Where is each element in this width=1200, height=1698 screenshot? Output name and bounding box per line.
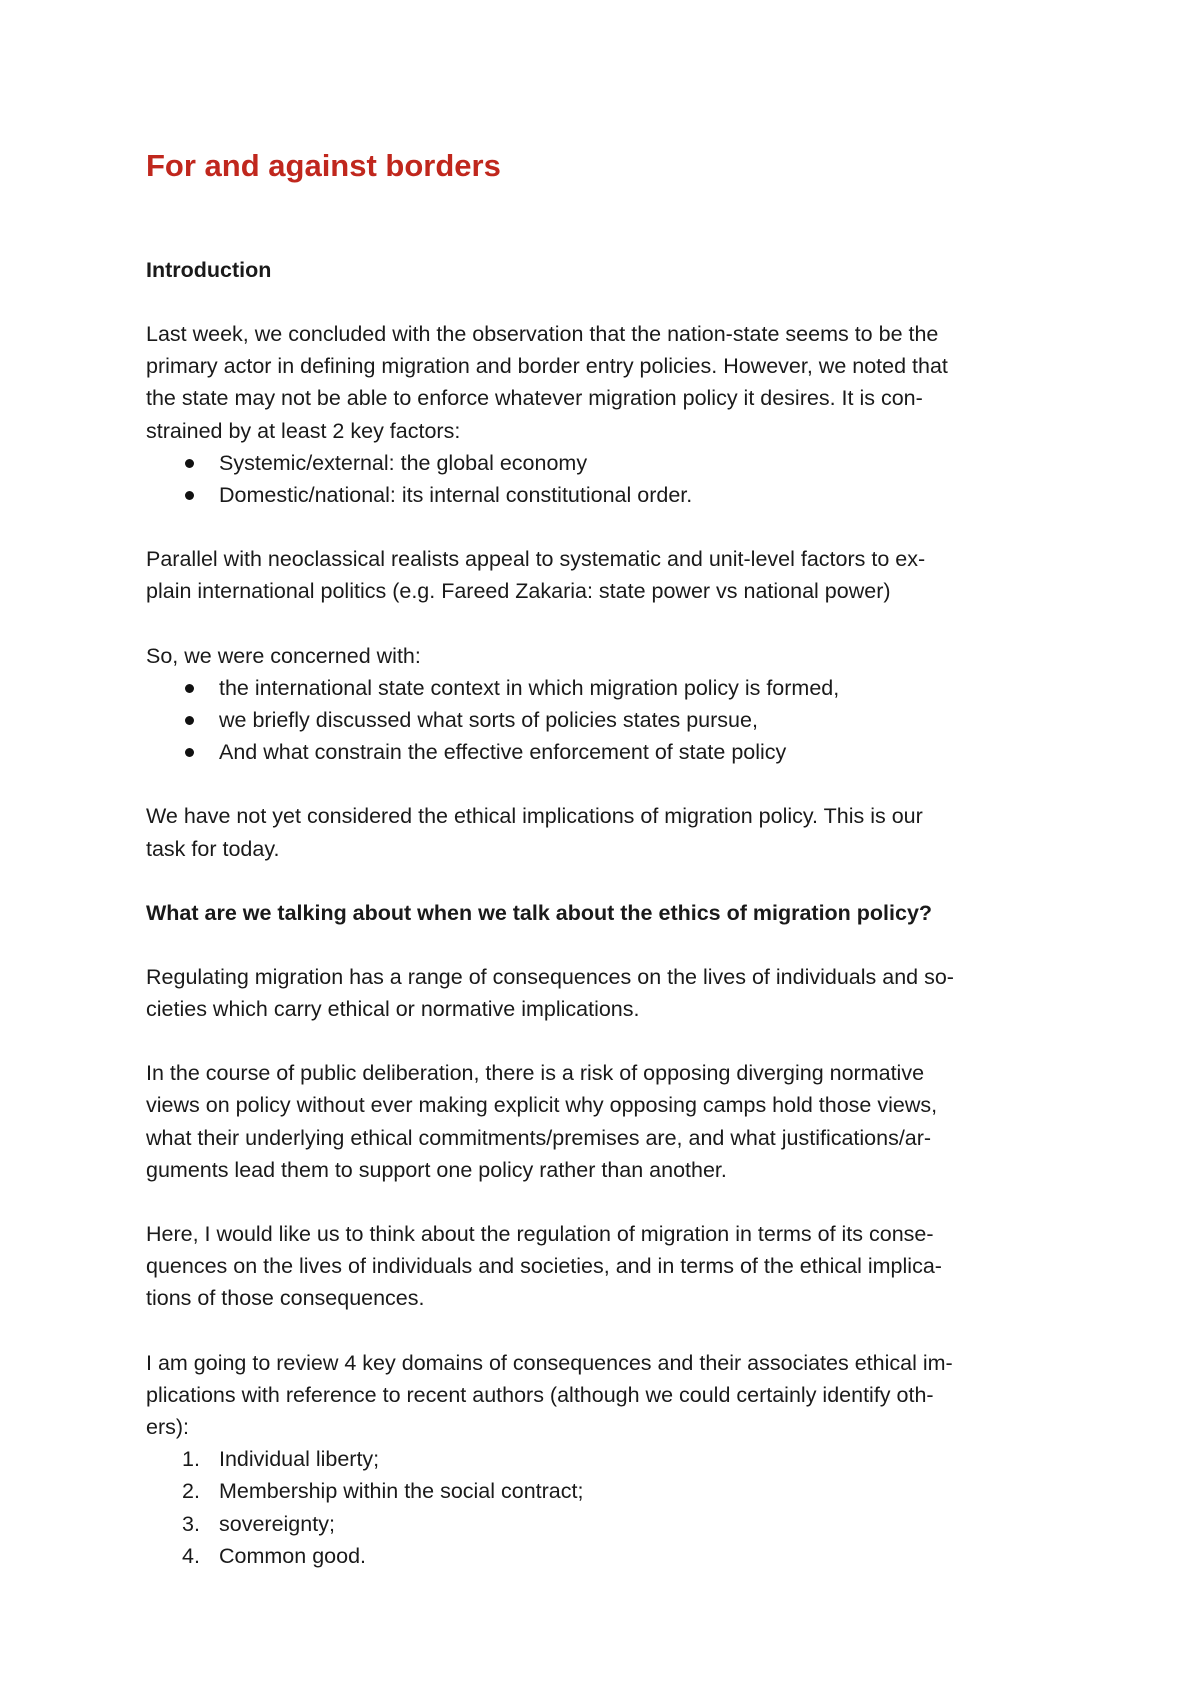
paragraph bbox=[146, 1057, 1066, 1186]
text-line: tions of those consequences. bbox=[146, 1286, 425, 1311]
paragraph bbox=[146, 1218, 1066, 1315]
bullet-list-factors bbox=[146, 447, 1066, 511]
text-line: In the course of public deliberation, there is a risk of opposing diverging normative bbox=[146, 1061, 925, 1086]
list-item: Systemic/external: the global economy bbox=[146, 447, 1066, 479]
section-heading-introduction: Introduction bbox=[146, 258, 272, 282]
list-item: 2. Membership within the social contract; bbox=[146, 1475, 1066, 1507]
text-line: what their underlying ethical commitments/premises are, and what justifications/ar- bbox=[146, 1125, 932, 1150]
paragraph bbox=[146, 543, 1066, 607]
text-line: strained by at least 2 key factors: bbox=[146, 418, 461, 443]
list-item: 1. Individual liberty; bbox=[146, 1443, 1066, 1475]
bullet-icon bbox=[185, 716, 194, 725]
text-line: cieties which carry ethical or normative implications. bbox=[146, 997, 640, 1022]
text-line: We have not yet considered the ethical implications of migration policy. This is our bbox=[146, 804, 923, 829]
bullet-icon bbox=[185, 684, 194, 693]
document-title: For and against borders bbox=[146, 148, 501, 183]
list-item: we briefly discussed what sorts of policies states pursue, bbox=[146, 704, 1066, 736]
bullet-icon bbox=[185, 459, 194, 468]
paragraph bbox=[146, 1347, 1066, 1444]
text-line: primary actor in defining migration and border entry policies. However, we noted that bbox=[146, 354, 948, 379]
document-body bbox=[146, 138, 1066, 1572]
paragraph: So, we were concerned with: bbox=[146, 643, 421, 668]
text-line: Here, I would like us to think about the regulation of migration in terms of its conse- bbox=[146, 1222, 934, 1247]
bullet-icon bbox=[185, 748, 194, 757]
list-number: 3. bbox=[182, 1511, 200, 1536]
text-line: views on policy without ever making explicit why opposing camps hold those views, bbox=[146, 1093, 938, 1118]
list-item: the international state context in which migration policy is formed, bbox=[146, 672, 1066, 704]
numbered-list-domains bbox=[146, 1443, 1066, 1572]
paragraph bbox=[146, 318, 1066, 447]
list-item: And what constrain the effective enforcement of state policy bbox=[146, 736, 1066, 768]
text-line: guments lead them to support one policy rather than another. bbox=[146, 1157, 727, 1182]
text-line: Parallel with neoclassical realists appeal to systematic and unit-level factors to ex- bbox=[146, 547, 926, 572]
text-line: I am going to review 4 key domains of consequences and their associates ethical im- bbox=[146, 1350, 953, 1375]
text-line: Regulating migration has a range of consequences on the lives of individuals and so- bbox=[146, 964, 954, 989]
text-line: quences on the lives of individuals and societies, and in terms of the ethical implica- bbox=[146, 1254, 942, 1279]
paragraph bbox=[146, 800, 1066, 864]
list-item: Domestic/national: its internal constitutional order. bbox=[146, 479, 1066, 511]
text-line: plications with reference to recent authors (although we could certainly identify oth- bbox=[146, 1382, 934, 1407]
text-line: ers): bbox=[146, 1415, 189, 1440]
paragraph bbox=[146, 961, 1066, 1025]
list-item: 3. sovereignty; bbox=[146, 1508, 1066, 1540]
text-line: Last week, we concluded with the observation that the nation-state seems to be the bbox=[146, 322, 939, 346]
text-line: the state may not be able to enforce whatever migration policy it desires. It is con- bbox=[146, 386, 923, 411]
text-line: plain international politics (e.g. Fareed Zakaria: state power vs national power) bbox=[146, 579, 891, 604]
list-number: 4. bbox=[182, 1543, 200, 1568]
list-item: 4. Common good. bbox=[146, 1540, 1066, 1572]
list-number: 1. bbox=[182, 1447, 200, 1472]
list-number: 2. bbox=[182, 1479, 200, 1504]
text-line: task for today. bbox=[146, 836, 280, 861]
bullet-list-concerns bbox=[146, 672, 1066, 769]
bullet-icon bbox=[185, 491, 194, 500]
section-heading-ethics: What are we talking about when we talk about the ethics of migration policy? bbox=[146, 900, 933, 925]
